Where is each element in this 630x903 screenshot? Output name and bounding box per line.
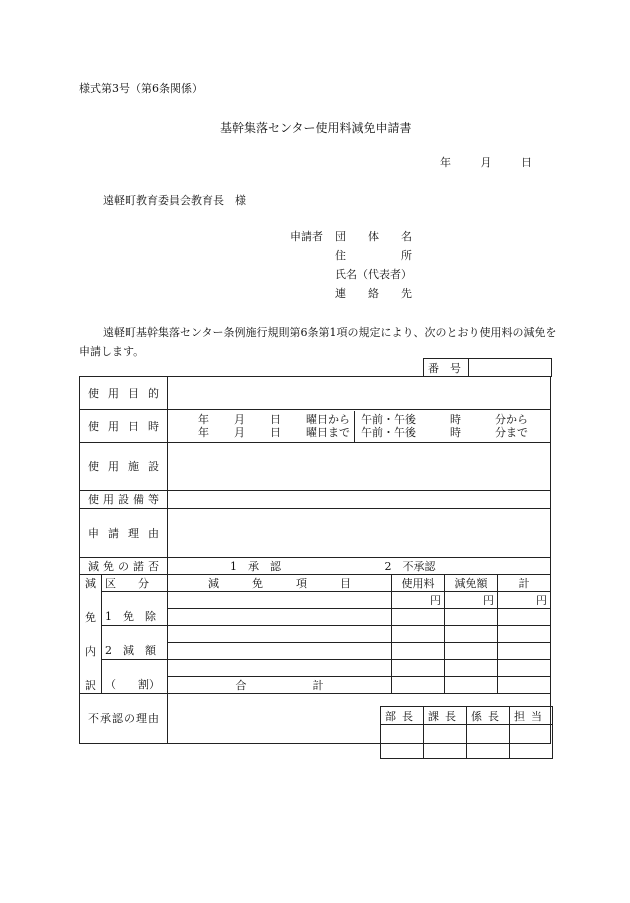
approver-subsection-head: 係長 <box>467 707 510 725</box>
breakdown-category-header: 区 分 <box>102 575 168 592</box>
sum-label: 合 計 <box>168 677 392 694</box>
breakdown-item-cell[interactable] <box>168 643 392 660</box>
datetime-to-date: 年 月 日 曜日まで <box>198 425 350 439</box>
breakdown-discount-header: 減免額 <box>445 575 498 592</box>
discount-unit: 円 <box>445 592 498 609</box>
discount-cell[interactable] <box>445 626 498 643</box>
fee-cell[interactable] <box>392 660 445 677</box>
applicant-address: 住 所 <box>335 249 412 262</box>
total-cell[interactable] <box>498 609 551 626</box>
form-number: 様式第3号（第6条関係） <box>79 82 203 95</box>
fee-cell[interactable] <box>392 643 445 660</box>
applicant-label: 申請者 <box>290 230 323 243</box>
fee-cell[interactable] <box>392 609 445 626</box>
breakdown-total-header: 計 <box>498 575 551 592</box>
date-line <box>440 156 532 170</box>
breakdown-item-cell[interactable] <box>168 609 392 626</box>
date-month: 月 <box>480 156 492 169</box>
total-cell[interactable] <box>498 660 551 677</box>
decision-approve[interactable]: 1 承 認 <box>230 559 281 573</box>
category-reduction: 2 減 額 <box>102 626 168 660</box>
date-day: 日 <box>521 156 532 169</box>
number-box <box>423 358 552 377</box>
body-text: 遠軽町基幹集落センター条例施行規則第6条第1項の規定により、次のとおり使用料の減免を申請します。 <box>79 326 557 358</box>
decision-reject[interactable]: 2 不承認 <box>384 559 436 573</box>
discount-cell[interactable] <box>445 609 498 626</box>
reason-field[interactable] <box>168 509 551 558</box>
approver-staff: 担当 <box>510 707 553 725</box>
approver-section-head: 課長 <box>424 707 467 725</box>
addressee: 遠軽町教育委員会教育長 様 <box>103 194 246 207</box>
approver-dept-head: 部長 <box>381 707 424 725</box>
breakdown-item-header: 減 免 項 目 <box>168 575 392 592</box>
date-year: 年 <box>440 156 451 169</box>
applicant-contact: 連 絡 先 <box>335 287 412 300</box>
datetime-to-time: 午前・午後 時 分まで <box>361 425 528 439</box>
category-exemption: 1 免 除 <box>102 592 168 626</box>
facility-field[interactable] <box>168 443 551 491</box>
discount-cell[interactable] <box>445 660 498 677</box>
decision-label: 減免の諾否 <box>80 558 168 575</box>
reason-label: 申請理由 <box>80 509 168 558</box>
fee-sum[interactable] <box>392 677 445 694</box>
number-label: 番 号 <box>424 359 469 377</box>
total-unit: 円 <box>498 592 551 609</box>
breakdown-item-cell[interactable] <box>168 626 392 643</box>
purpose-label: 使用目的 <box>80 377 168 410</box>
purpose-field[interactable] <box>168 377 551 410</box>
fee-cell[interactable] <box>392 626 445 643</box>
total-sum[interactable] <box>498 677 551 694</box>
applicant-group-name: 団 体 名 <box>335 230 412 243</box>
breakdown-fee-header: 使用料 <box>392 575 445 592</box>
equipment-field[interactable] <box>168 491 551 509</box>
datetime-from-date: 年 月 日 曜日から <box>198 412 350 426</box>
decision-options <box>168 558 551 575</box>
facility-label: 使用施設 <box>80 443 168 491</box>
category-percent: （ 割） <box>102 660 168 694</box>
stamp-box[interactable] <box>381 725 424 759</box>
total-cell[interactable] <box>498 626 551 643</box>
stamp-box[interactable] <box>510 725 553 759</box>
fee-unit: 円 <box>392 592 445 609</box>
stamp-box[interactable] <box>467 725 510 759</box>
stamp-box[interactable] <box>424 725 467 759</box>
equipment-label: 使用設備等 <box>80 491 168 509</box>
application-table <box>79 376 551 744</box>
datetime-from-time: 午前・午後 時 分から <box>361 412 528 426</box>
approval-stamps <box>380 706 553 759</box>
datetime-field[interactable] <box>168 410 551 443</box>
breakdown-item-cell[interactable] <box>168 592 392 609</box>
rejection-reason-label: 不承認の理由 <box>80 694 168 744</box>
discount-sum[interactable] <box>445 677 498 694</box>
page-title: 基幹集落センター使用料減免申請書 <box>220 121 412 135</box>
breakdown-side-label: 減 免 内 訳 <box>80 575 102 694</box>
breakdown-item-cell[interactable] <box>168 660 392 677</box>
discount-cell[interactable] <box>445 643 498 660</box>
number-value <box>469 359 552 377</box>
datetime-label: 使用日時 <box>80 410 168 443</box>
applicant-representative: 氏名（代表者） <box>335 268 412 281</box>
total-cell[interactable] <box>498 643 551 660</box>
